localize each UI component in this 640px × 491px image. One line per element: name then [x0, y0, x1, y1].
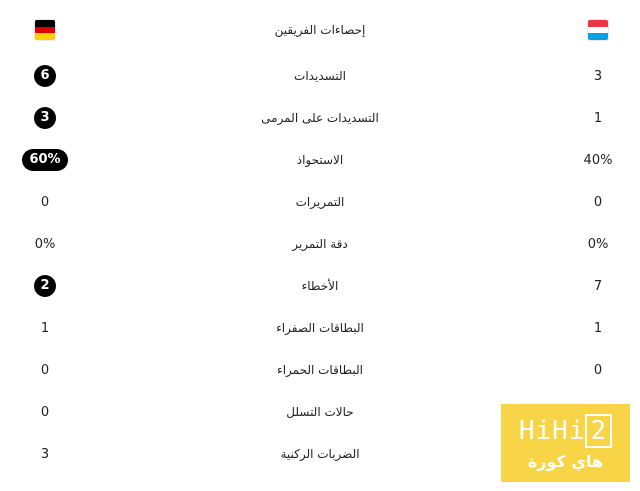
stat-row-passes [0, 187, 640, 217]
right-team-value: 3 [593, 68, 603, 84]
stat-row-red-cards [0, 355, 640, 385]
left-team-value: 1 [40, 320, 50, 336]
stat-label: التمريرات [295, 195, 345, 209]
right-team-value: 0 [593, 362, 603, 378]
stat-label: البطاقات الصفراء [276, 321, 364, 335]
stat-label: الأخطاء [301, 279, 339, 293]
left-team-value: 0% [34, 236, 56, 252]
left-team-value: 2 [34, 275, 56, 297]
stat-label: البطاقات الحمراء [277, 363, 363, 377]
stat-label: الضربات الركنية [280, 447, 360, 461]
left-team-value: 3 [40, 446, 50, 462]
watermark-brand: HiHi 2 [501, 416, 630, 446]
stats-title: إحصاءات الفريقين [274, 23, 366, 37]
left-team-value: 60% [22, 149, 67, 171]
left-team-value: 0 [40, 404, 50, 420]
left-team-value: 0 [40, 362, 50, 378]
left-team-value: 6 [34, 65, 56, 87]
stat-label: الاستحواذ [296, 153, 344, 167]
stat-row-shots [0, 61, 640, 91]
hihi2-watermark-logo [501, 404, 630, 482]
right-team-value: 1 [593, 320, 603, 336]
stat-row-pass-accuracy [0, 229, 640, 259]
stat-label: حالات التسلل [286, 405, 354, 419]
germany-flag-icon [35, 20, 55, 40]
right-team-value: 0% [587, 236, 609, 252]
stat-label: دقة التمرير [292, 237, 348, 251]
right-team-value: 1 [593, 110, 603, 126]
stat-label: التسديدات [294, 69, 346, 83]
stat-label: التسديدات على المرمى [261, 111, 379, 125]
right-team-value: 0 [593, 194, 603, 210]
left-team-value: 3 [34, 107, 56, 129]
stats-header [0, 10, 640, 50]
right-team-value: 40% [583, 152, 613, 168]
right-team-value: 7 [593, 278, 603, 294]
left-team-value: 0 [40, 194, 50, 210]
stat-row-yellow-cards [0, 313, 640, 343]
stat-row-shots-on-target [0, 103, 640, 133]
watermark-subtitle: هاي كورة [527, 452, 604, 471]
stat-row-possession [0, 145, 640, 175]
luxembourg-flag-icon [588, 20, 608, 40]
stat-row-fouls [0, 271, 640, 301]
